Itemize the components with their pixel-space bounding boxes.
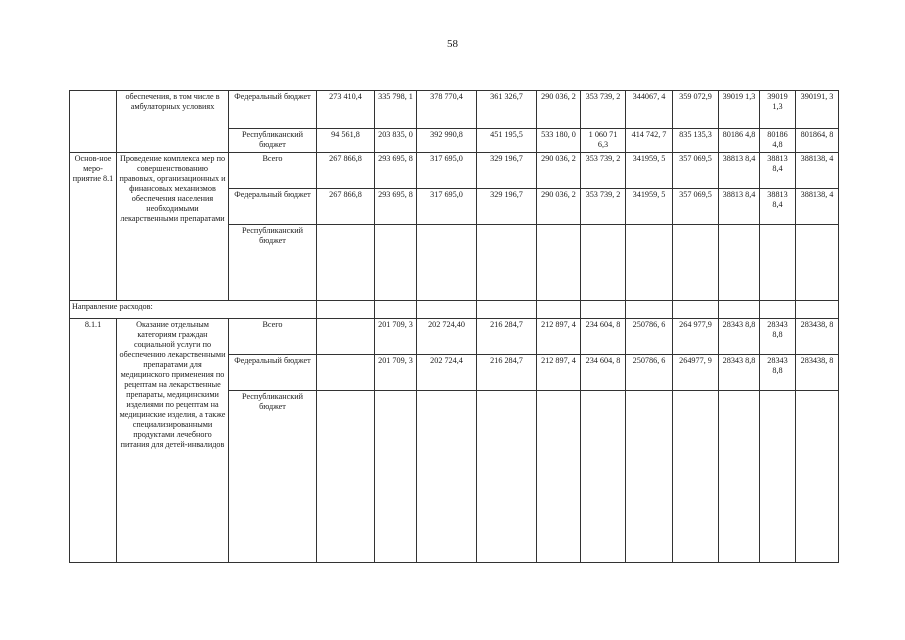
m81-republican-value-8 (673, 225, 719, 301)
m81-republican-value-10 (760, 225, 796, 301)
budget-table (69, 90, 839, 563)
m81-federal-value-4: 329 196,7 (477, 189, 537, 225)
top-federal-value-3: 378 770,4 (417, 91, 477, 129)
m811-republican-value-9 (719, 391, 760, 563)
m81-republican-value-11 (796, 225, 839, 301)
measure-name-cell: Оказание отдельным категориям граждан социальной услуги по обеспечению лекарственными препаратами для медицинского применения по рецептам на лекарственные препараты, медицинскими изделиями по рецептам на медицинские изделия, а также специализированными продуктами лечебного питания для детей-инвалидов (117, 319, 229, 563)
m81-republican-value-1 (317, 225, 375, 301)
m81-republican-value-3 (417, 225, 477, 301)
m81-total-value-5: 290 036, 2 (537, 153, 581, 189)
m811-total-value-7: 250786, 6 (626, 319, 673, 355)
m81-federal-value-1: 267 866,8 (317, 189, 375, 225)
top-republican-value-1: 94 561,8 (317, 129, 375, 153)
top-republican-value-2: 203 835, 0 (375, 129, 417, 153)
m811-republican-value-7 (626, 391, 673, 563)
m81-republican-value-9 (719, 225, 760, 301)
m811-federal-value-4: 216 284,7 (477, 355, 537, 391)
top-federal-value-2: 335 798, 1 (375, 91, 417, 129)
m81-total-value-4: 329 196,7 (477, 153, 537, 189)
top-republican-value-7: 414 742, 7 (626, 129, 673, 153)
top-federal-value-7: 344067, 4 (626, 91, 673, 129)
m81-federal-value-8: 357 069,5 (673, 189, 719, 225)
direction-label: Направление расходов: (70, 301, 317, 319)
m81-total-value-11: 388138, 4 (796, 153, 839, 189)
m811-federal-value-11: 283438, 8 (796, 355, 839, 391)
m811-republican-value-11 (796, 391, 839, 563)
top-federal-value-11: 390191, 3 (796, 91, 839, 129)
m81-federal-value-9: 38813 8,4 (719, 189, 760, 225)
top-republican-value-6: 1 060 71 6,3 (581, 129, 626, 153)
top-federal-value-4: 361 326,7 (477, 91, 537, 129)
funding-source-label: Республиканский бюджет (229, 391, 317, 563)
m811-total-value-2: 201 709, 3 (375, 319, 417, 355)
m81-federal-value-2: 293 695, 8 (375, 189, 417, 225)
m811-total-value-8: 264 977,9 (673, 319, 719, 355)
m81-total-value-8: 357 069,5 (673, 153, 719, 189)
m811-federal-value-10: 28343 8,8 (760, 355, 796, 391)
m81-total-value-1: 267 866,8 (317, 153, 375, 189)
page-number: 58 (447, 38, 458, 50)
top-republican-value-8: 835 135,3 (673, 129, 719, 153)
m811-federal-value-3: 202 724,4 (417, 355, 477, 391)
m811-republican-value-6 (581, 391, 626, 563)
m81-republican-value-7 (626, 225, 673, 301)
measure-name-cell: обеспечения, в том числе в амбулаторных условиях (117, 91, 229, 153)
table-row (70, 91, 839, 129)
m811-federal-value-6: 234 604, 8 (581, 355, 626, 391)
m81-federal-value-7: 341959, 5 (626, 189, 673, 225)
top-federal-value-6: 353 739, 2 (581, 91, 626, 129)
funding-source-label: Федеральный бюджет (229, 189, 317, 225)
top-republican-value-3: 392 990,8 (417, 129, 477, 153)
funding-source-label: Всего (229, 153, 317, 189)
code-cell-empty (70, 91, 117, 153)
funding-source-label: Федеральный бюджет (229, 91, 317, 129)
direction-empty-cell (796, 301, 839, 319)
direction-empty-cell (375, 301, 417, 319)
m81-republican-value-6 (581, 225, 626, 301)
top-republican-value-5: 533 180, 0 (537, 129, 581, 153)
m81-total-value-2: 293 695, 8 (375, 153, 417, 189)
m81-federal-value-10: 38813 8,4 (760, 189, 796, 225)
m811-total-value-11: 283438, 8 (796, 319, 839, 355)
m811-republican-value-3 (417, 391, 477, 563)
top-republican-value-4: 451 195,5 (477, 129, 537, 153)
top-federal-value-10: 39019 1,3 (760, 91, 796, 129)
measure-code-cell: 8.1.1 (70, 319, 117, 563)
m81-federal-value-5: 290 036, 2 (537, 189, 581, 225)
m811-total-value-6: 234 604, 8 (581, 319, 626, 355)
m811-total-value-9: 28343 8,8 (719, 319, 760, 355)
funding-source-label: Всего (229, 319, 317, 355)
m811-total-value-10: 28343 8,8 (760, 319, 796, 355)
m81-republican-value-4 (477, 225, 537, 301)
m81-total-value-3: 317 695,0 (417, 153, 477, 189)
m811-federal-value-9: 28343 8,8 (719, 355, 760, 391)
top-republican-value-10: 80186 4,8 (760, 129, 796, 153)
direction-empty-cell (537, 301, 581, 319)
direction-empty-cell (317, 301, 375, 319)
m811-republican-value-1 (317, 391, 375, 563)
m811-federal-value-8: 264977, 9 (673, 355, 719, 391)
direction-empty-cell (626, 301, 673, 319)
m811-republican-value-4 (477, 391, 537, 563)
m81-total-value-10: 38813 8,4 (760, 153, 796, 189)
table-row (70, 301, 839, 319)
m811-federal-value-5: 212 897, 4 (537, 355, 581, 391)
m81-republican-value-2 (375, 225, 417, 301)
direction-empty-cell (673, 301, 719, 319)
top-federal-value-8: 359 072,9 (673, 91, 719, 129)
direction-empty-cell (581, 301, 626, 319)
m811-federal-value-2: 201 709, 3 (375, 355, 417, 391)
table-row (70, 319, 839, 355)
measure-code-cell: Основ-ное меро-приятие 8.1 (70, 153, 117, 301)
top-federal-value-9: 39019 1,3 (719, 91, 760, 129)
direction-empty-cell (760, 301, 796, 319)
m81-republican-value-5 (537, 225, 581, 301)
m81-total-value-6: 353 739, 2 (581, 153, 626, 189)
m81-federal-value-6: 353 739, 2 (581, 189, 626, 225)
m811-total-value-4: 216 284,7 (477, 319, 537, 355)
funding-source-label: Федеральный бюджет (229, 355, 317, 391)
m811-republican-value-10 (760, 391, 796, 563)
direction-empty-cell (417, 301, 477, 319)
measure-name-cell: Проведение комплекса мер по совершенствованию правовых, организационных и финансовых механизмов обеспечения населения необходимыми лекарственными препаратами (117, 153, 229, 301)
m81-federal-value-11: 388138, 4 (796, 189, 839, 225)
m811-republican-value-5 (537, 391, 581, 563)
m811-republican-value-2 (375, 391, 417, 563)
top-federal-value-1: 273 410,4 (317, 91, 375, 129)
table-row (70, 153, 839, 189)
m811-republican-value-8 (673, 391, 719, 563)
funding-source-label: Республиканский бюджет (229, 225, 317, 301)
m811-federal-value-7: 250786, 6 (626, 355, 673, 391)
m81-total-value-7: 341959, 5 (626, 153, 673, 189)
m81-total-value-9: 38813 8,4 (719, 153, 760, 189)
direction-empty-cell (477, 301, 537, 319)
top-federal-value-5: 290 036, 2 (537, 91, 581, 129)
top-republican-value-9: 80186 4,8 (719, 129, 760, 153)
m811-total-value-1 (317, 319, 375, 355)
top-republican-value-11: 801864, 8 (796, 129, 839, 153)
m811-total-value-5: 212 897, 4 (537, 319, 581, 355)
m811-federal-value-1 (317, 355, 375, 391)
funding-source-label: Республиканский бюджет (229, 129, 317, 153)
m81-federal-value-3: 317 695,0 (417, 189, 477, 225)
direction-empty-cell (719, 301, 760, 319)
m811-total-value-3: 202 724,40 (417, 319, 477, 355)
